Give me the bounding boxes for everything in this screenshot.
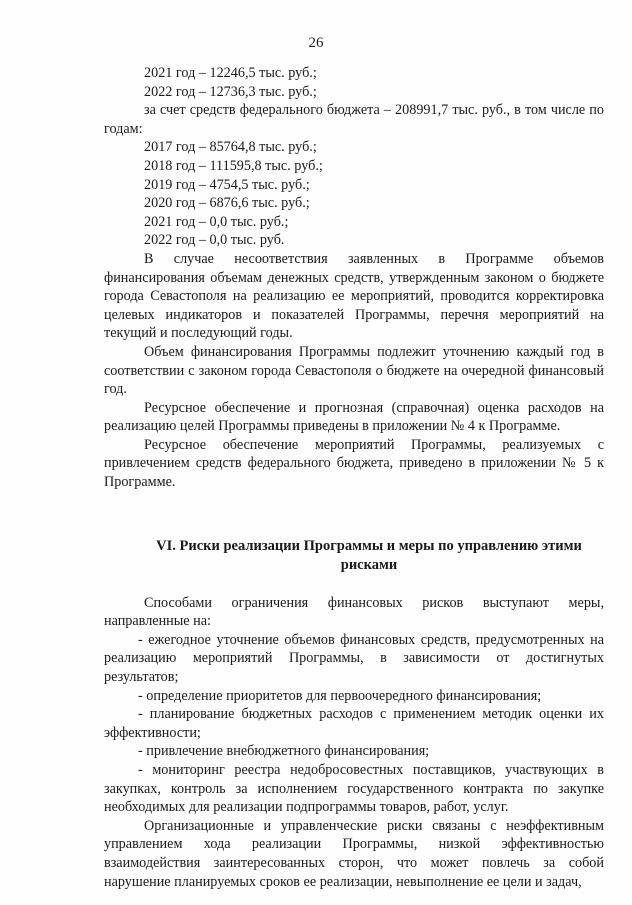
- federal-year-line: 2021 год – 0,0 тыс. руб.;: [144, 213, 289, 230]
- section-spacer: [104, 492, 604, 537]
- federal-year-line: 2017 год – 85764,8 тыс. руб.;: [144, 139, 317, 156]
- federal-year-line: 2022 год – 0,0 тыс. руб.: [144, 232, 285, 249]
- measure-item: - определение приоритетов для первоочередного финансирования;: [138, 687, 542, 704]
- measure-item: - привлечение внебюджетного финансирования;: [138, 743, 430, 760]
- funding-year-line: 2022 год – 12736,3 тыс. руб.;: [144, 83, 317, 100]
- section-spacer: [104, 575, 604, 594]
- federal-year-line: 2020 год – 6876,6 тыс. руб.;: [144, 195, 310, 212]
- federal-funding-intro: за счет средств федерального бюджета – 208991,7 тыс. руб., в том числе по годам:: [104, 102, 604, 137]
- page-number: 26: [308, 35, 324, 51]
- federal-year-line: 2019 год – 4754,5 тыс. руб.;: [144, 176, 310, 193]
- federal-year-line: 2018 год – 111595,8 тыс. руб.;: [144, 157, 323, 174]
- measure-item: - ежегодное уточнение объемов финансовых средств, предусмотренных на реализацию мероприятий Программы, в зависимости от достигнутых результатов;: [104, 631, 604, 686]
- section-intro: Способами ограничения финансовых рисков выступают меры, направленные на:: [104, 594, 604, 630]
- body-paragraph: Ресурсное обеспечение и прогнозная (справочная) оценка расходов на реализацию целей Программы приведены в приложении № 4 к Программе.: [104, 399, 604, 435]
- section-title: VI. Риски реализации Программы и меры по управлению этими рисками: [156, 537, 582, 573]
- measure-item: - планирование бюджетных расходов с применением методик оценки их эффективности;: [104, 706, 604, 741]
- body-paragraph: Ресурсное обеспечение мероприятий Программы, реализуемых с привлечением средств федерального бюджета, приведено в приложении № 5 к Программе.: [104, 436, 604, 491]
- body-paragraph: В случае несоответствия заявленных в Программе объемов финансирования объемам денежных средств, утвержденным законом о бюджете города Севастополя на реализацию ее мероприятий, проводится корректировка целевых индикаторов и показателей Программы, перечня мероприятий на текущий и последующий годы.: [104, 250, 604, 342]
- measure-item: - мониторинг реестра недобросовестных поставщиков, участвующих в закупках, контроль за исполнением государственного контракта по закупке необходимых для реализации подпрограммы товаров, работ, услуг.: [104, 762, 604, 816]
- body-paragraph: Объем финансирования Программы подлежит уточнению каждый год в соответствии с законом города Севастополя о бюджете на очередной финансовый год.: [104, 343, 604, 398]
- closing-paragraph: Организационные и управленческие риски связаны с неэффективным управлением хода реализации Программы, низкой эффективностью взаимодействия заинтересованных сторон, что может повлечь за собой нарушение планируемых сроков ее реализации, невыполнение ее цели и задач,: [104, 817, 604, 890]
- page-content: [104, 64, 604, 891]
- funding-year-line: 2021 год – 12246,5 тыс. руб.;: [144, 65, 317, 81]
